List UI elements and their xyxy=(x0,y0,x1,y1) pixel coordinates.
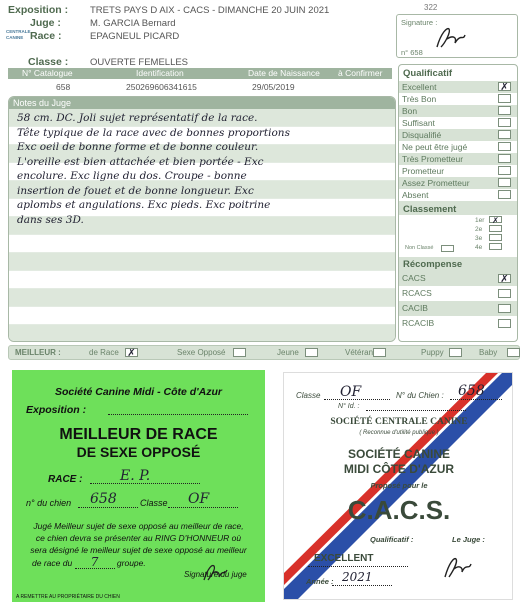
white-chien-value: 658 xyxy=(458,383,485,399)
green-text-line-4b: groupe. xyxy=(116,558,146,568)
recompense-label: RCACS xyxy=(402,288,432,298)
notes-title xyxy=(9,97,395,109)
meilleur-checkbox-jeune[interactable] xyxy=(305,348,318,357)
qualificatif-row-assez-prometteur xyxy=(399,177,517,189)
classe-label: Classe : xyxy=(28,56,69,68)
white-chien-label: N° du Chien : xyxy=(396,391,444,400)
classement-place-label: 2e xyxy=(475,226,483,233)
green-chien-label: n° du chien xyxy=(26,498,72,508)
white-nid-label: N° Id. : xyxy=(338,403,360,410)
green-classe-value: OF xyxy=(188,491,210,507)
judge-signature xyxy=(431,23,471,55)
qualificatif-row-absent xyxy=(399,189,517,201)
qualificatif-checkbox-excellent[interactable]: ✗ xyxy=(498,82,511,91)
exposition-value: TRETS PAYS D AIX - CACS - DIMANCHE 20 JUIN 2021 xyxy=(90,5,330,16)
qualificatif-checkbox-assez-prometteur[interactable] xyxy=(498,178,511,187)
qualificatif-label: Assez Prometteur xyxy=(402,178,470,188)
qualificatif-label: Excellent xyxy=(402,82,437,92)
white-judge-signature xyxy=(440,553,476,583)
qualificatif-row-tres-prometteur xyxy=(399,153,517,165)
white-annee-line xyxy=(332,585,392,586)
white-org1-sub: ( Reconnue d'utilité publique ) xyxy=(359,430,439,436)
qualificatif-row-excellent xyxy=(399,81,517,93)
meilleur-label: MEILLEUR : xyxy=(15,348,61,357)
green-signature-label: Signature du juge xyxy=(184,570,247,579)
white-qualificatif-value: EXCELLENT xyxy=(314,553,374,564)
scc-logo xyxy=(6,29,31,41)
white-classe-label: Classe xyxy=(296,391,321,400)
qualificatif-label: Ne peut être jugé xyxy=(402,142,468,152)
white-org2-line2: MIDI CÔTE D'AZUR xyxy=(343,462,455,476)
white-award: C.A.C.S. xyxy=(347,495,451,525)
notes-line-2: Tête typique de la race avec de bonnes proportions xyxy=(17,126,290,139)
col-identification: Identification xyxy=(136,68,184,78)
qualificatif-row-ne-peut-etre-juge xyxy=(399,141,517,153)
meilleur-checkbox-de-race[interactable]: ✗ xyxy=(125,348,138,357)
meilleur-option-puppy: Puppy xyxy=(421,348,444,357)
qualificatif-label: Très Prometteur xyxy=(402,154,464,164)
judging-form xyxy=(4,2,520,364)
green-exposition-line xyxy=(108,414,248,415)
classe-value: OUVERTE FEMELLES xyxy=(90,57,189,68)
qualificatif-label: Bon xyxy=(402,106,418,116)
qualificatif-checkbox-disqualifie[interactable] xyxy=(498,130,511,139)
white-chien-line xyxy=(450,399,502,400)
juge-value: M. GARCIA Bernard xyxy=(90,18,176,29)
green-text-line-3: sera désigné le meilleur sujet de sexe opposé au meilleur xyxy=(30,545,247,555)
qualificatif-row-tres-bon xyxy=(399,93,517,105)
classement-checkbox-3[interactable] xyxy=(489,234,502,241)
classement-place-label: 1er xyxy=(475,217,485,224)
recompense-checkbox-cacs[interactable]: ✗ xyxy=(498,274,511,283)
qualificatif-checkbox-bon[interactable] xyxy=(498,106,511,115)
classement-checkbox-4[interactable] xyxy=(489,243,502,250)
green-chien-value: 658 xyxy=(90,491,117,507)
recompense-row-rcacs xyxy=(399,286,517,301)
meilleur-checkbox-baby[interactable] xyxy=(507,348,520,357)
notes-panel xyxy=(8,96,396,342)
notes-line-3: Exc oeil de bonne forme et de bonne couleur. xyxy=(17,141,259,153)
catalogue-number: 658 xyxy=(56,82,71,92)
white-annee-label: Année : xyxy=(306,577,334,586)
number-label: n° 658 xyxy=(401,48,423,57)
green-exposition-label: Exposition : xyxy=(26,404,87,416)
white-annee-value: 2021 xyxy=(342,570,373,584)
qualificatif-title: Qualificatif xyxy=(403,68,453,79)
recompense-title: Récompense xyxy=(399,257,517,271)
recompense-checkbox-rcacib[interactable] xyxy=(498,319,511,328)
col-a-confirmer: à Confirmer xyxy=(338,68,383,78)
white-org2-line1: SOCIÉTÉ CANINE xyxy=(347,447,450,461)
page-number: 322 xyxy=(424,3,438,12)
green-text-line-2: ce chien devra se présenter au RING D'HONNEUR où xyxy=(35,533,242,543)
green-title-2: DE SEXE OPPOSÉ xyxy=(76,444,201,460)
notes-line-4: L'oreille est bien attachée et bien portée - Exc xyxy=(17,155,264,168)
qualificatif-label: Absent xyxy=(402,190,429,200)
qualificatif-row-bon xyxy=(399,105,517,117)
white-qualificatif-label: Qualificatif : xyxy=(370,535,414,544)
green-race-value: E. P. xyxy=(120,468,151,484)
qualificatif-checkbox-tres-bon[interactable] xyxy=(498,94,511,103)
white-juge-label: Le Juge : xyxy=(452,535,485,544)
green-chien-line xyxy=(78,507,138,508)
meilleur-option-veteran: Vétéran xyxy=(345,348,374,357)
classement-title: Classement xyxy=(399,201,517,215)
signature-label: Signature : xyxy=(401,18,438,27)
white-nid-line xyxy=(366,410,466,411)
recompense-row-cacs xyxy=(399,271,517,286)
non-classe-checkbox[interactable] xyxy=(441,245,454,252)
classement-place-label: 3e xyxy=(475,235,483,242)
qualificatif-label: Très Bon xyxy=(402,94,437,104)
non-classe-label: Non Classé xyxy=(405,245,434,251)
classement-list xyxy=(399,215,517,257)
qualificatif-row-disqualifie xyxy=(399,129,517,141)
qualificatif-list xyxy=(399,81,517,201)
notes-title-text: Notes du Juge xyxy=(13,98,72,108)
meilleur-option-jeune: Jeune xyxy=(277,348,299,357)
qualificatif-row-prometteur xyxy=(399,165,517,177)
qualificatif-checkbox-absent[interactable] xyxy=(498,190,511,199)
col-date-naissance: Date de Naissance xyxy=(248,68,320,78)
notes-line-6: insertion de fouet et de bonne longueur. Exc xyxy=(17,184,254,197)
green-text-line-1: Jugé Meilleur sujet de sexe opposé au meilleur de race, xyxy=(33,521,244,531)
green-classe-line xyxy=(168,507,238,508)
qualificatif-row-suffisant xyxy=(399,117,517,129)
green-org: Société Canine Midi - Côte d'Azur xyxy=(54,386,222,398)
qualificatif-checkbox-suffisant[interactable] xyxy=(498,118,511,127)
identification-number: 250269606341615 xyxy=(126,82,197,92)
green-award-card xyxy=(12,370,265,602)
cacs-award-card xyxy=(283,372,513,600)
notes-text xyxy=(17,111,393,227)
green-text-line-4a: de race du xyxy=(32,558,73,568)
classement-place-label: 4e xyxy=(475,244,483,251)
recompense-label: RCACIB xyxy=(402,318,435,328)
notes-line-8: dans ses 3D. xyxy=(17,213,84,226)
recompense-label: CACIB xyxy=(402,303,428,313)
qualificatif-checkbox-ne-peut-etre-juge[interactable] xyxy=(498,142,511,151)
recompense-checkbox-rcacs[interactable] xyxy=(498,289,511,298)
qualificatif-label: Prometteur xyxy=(402,166,445,176)
recompense-row-rcacib xyxy=(399,316,517,331)
meilleur-option-sexe-oppose: Sexe Opposé xyxy=(177,348,226,357)
qualificatif-label: Suffisant xyxy=(402,118,435,128)
notes-line-5: encolure. Exc ligne du dos. Croupe - bonne xyxy=(17,170,247,182)
notes-line-7: aplombs et angulations. Exc pieds. Exc poitrine xyxy=(17,199,271,211)
white-org1: SOCIÉTÉ CENTRALE CANINE xyxy=(330,417,468,427)
green-footer: A REMETTRE AU PROPRIÉTAIRE DU CHIEN xyxy=(16,594,120,600)
white-propose: Proposé pour le xyxy=(370,481,428,490)
exposition-label: Exposition : xyxy=(8,4,69,16)
signature-box xyxy=(396,14,518,58)
recompense-row-cacib xyxy=(399,301,517,316)
meilleur-checkbox-veteran[interactable] xyxy=(373,348,386,357)
classement-checkbox-2[interactable] xyxy=(489,225,502,232)
recompense-list xyxy=(399,271,517,331)
catalog-header xyxy=(8,68,392,79)
col-catalogue: N° Catalogue xyxy=(22,68,73,78)
right-column xyxy=(398,64,518,342)
green-group-value: 7 xyxy=(75,556,115,569)
meilleur-checkbox-sexe-oppose[interactable] xyxy=(233,348,246,357)
notes-line-1: 58 cm. DC. Joli sujet représentatif de la race. xyxy=(17,112,258,124)
meilleur-option-baby: Baby xyxy=(479,348,498,357)
juge-label: Juge : xyxy=(30,17,61,29)
recompense-checkbox-cacib[interactable] xyxy=(498,304,511,313)
qualificatif-label: Disqualifié xyxy=(402,130,442,140)
meilleur-checkbox-puppy[interactable] xyxy=(449,348,462,357)
logo-line1: CENTRALE xyxy=(6,29,31,34)
qualificatif-checkbox-prometteur[interactable] xyxy=(498,166,511,175)
green-classe-label: Classe xyxy=(140,498,168,508)
white-qualificatif-line xyxy=(308,566,408,567)
meilleur-option-de-race: de Race xyxy=(89,348,119,357)
birth-date: 29/05/2019 xyxy=(252,82,295,92)
race-label: Race : xyxy=(30,30,62,42)
logo-line2: CANINE xyxy=(6,35,24,40)
recompense-label: CACS xyxy=(402,273,426,283)
race-value: EPAGNEUL PICARD xyxy=(90,31,180,42)
white-classe-value: OF xyxy=(340,384,362,400)
green-race-label: RACE : xyxy=(48,474,83,485)
qualificatif-checkbox-tres-prometteur[interactable] xyxy=(498,154,511,163)
green-title-1: MEILLEUR DE RACE xyxy=(59,426,218,443)
catalog-row xyxy=(8,80,392,94)
classement-checkbox-1[interactable]: ✗ xyxy=(489,216,502,223)
meilleur-bar xyxy=(8,345,520,360)
